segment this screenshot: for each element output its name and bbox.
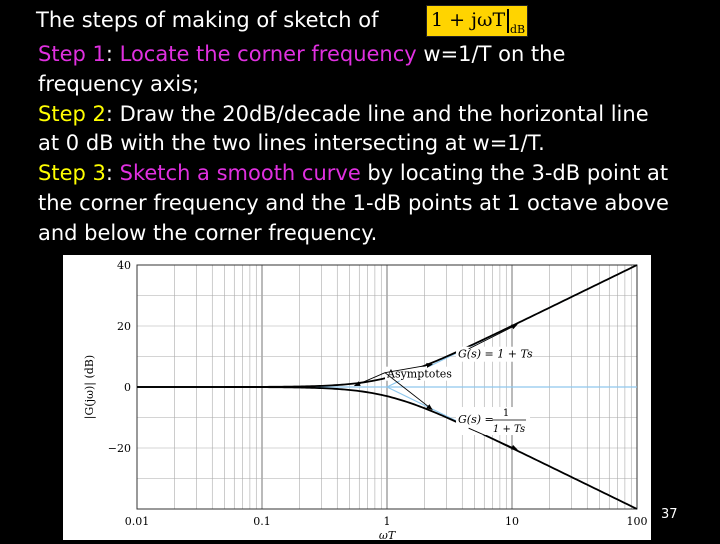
step-2-line-1 — [38, 100, 714, 130]
x-axis-label: ωT — [378, 529, 396, 540]
step-2-label: Step 2 — [38, 101, 106, 126]
x-tick-label: 100 — [626, 515, 648, 528]
step-3-sep: : — [105, 161, 120, 186]
annotation-lower-denominator: 1 + Ts — [492, 424, 526, 436]
step-1-line-2: frequency axis; — [38, 71, 200, 96]
step-3-highlight: Sketch a smooth curve — [119, 161, 361, 186]
x-tick-label: 10 — [505, 515, 519, 528]
step-2 — [38, 100, 714, 160]
x-tick-label: 0.1 — [253, 515, 271, 528]
bode-figure — [63, 255, 651, 540]
step-3 — [38, 159, 714, 248]
x-tick-label: 0.01 — [124, 515, 150, 528]
asymptotes-label: Asymptotes — [387, 367, 452, 381]
step-2-line-2: at 0 dB with the two lines intersecting at w=1/T. — [38, 131, 545, 156]
step-3-text: by locating the 3-dB point at — [360, 161, 669, 186]
step-2-sep: : — [105, 101, 120, 126]
y-tick-label: 40 — [117, 259, 131, 272]
step-1-label: Step 1 — [38, 42, 106, 66]
magnitude-bar — [507, 9, 509, 33]
formula-box — [426, 5, 528, 37]
step-1-line-1 — [38, 40, 714, 70]
annotation-lower-numerator: 1 — [502, 408, 510, 420]
formula-subscript: dB — [510, 23, 526, 36]
step-1 — [38, 40, 714, 100]
step-3-line-2: the corner frequency and the 1-dB points at 1 octave above — [38, 190, 669, 215]
step-1-highlight: Locate the corner frequency — [119, 42, 417, 66]
formula-expression: 1 + jωT — [431, 9, 506, 31]
annotation-upper: G(s) = 1 + Ts — [458, 347, 533, 361]
y-axis-label: |G(jω)| (dB) — [83, 354, 96, 420]
step-3-line-1 — [38, 159, 714, 189]
step-3-line-3: and below the corner frequency. — [38, 220, 378, 245]
slide-title: The steps of making of sketch of — [36, 8, 379, 32]
step-2-text: Draw the 20dB/decade line and the horizontal line — [119, 101, 649, 126]
y-tick-label: −20 — [107, 442, 131, 455]
steps-list — [38, 40, 714, 249]
step-1-text: w=1/T on the — [416, 42, 566, 66]
y-tick-label: 0 — [124, 381, 131, 394]
y-tick-label: 20 — [117, 320, 131, 333]
bode-plot — [63, 255, 651, 540]
step-3-label: Step 3 — [38, 161, 106, 186]
page-number: 37 — [661, 507, 678, 522]
step-1-sep: : — [105, 42, 120, 66]
annotation-lower-lhs: G(s) = — [458, 413, 494, 427]
x-tick-label: 1 — [383, 515, 391, 528]
